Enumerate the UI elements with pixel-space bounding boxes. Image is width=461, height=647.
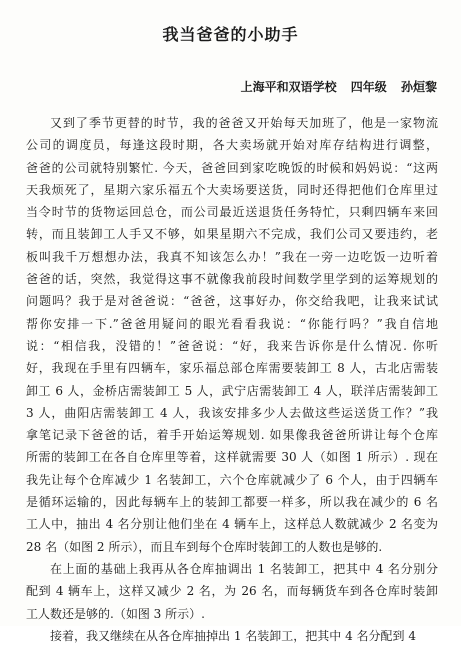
text-line: 配到 4 辆车上，这样又减少 2 名，为 26 名，而每辆货车到各仓库时装卸 <box>26 584 438 599</box>
text-line: 又到了季节更替的时节，我的爸爸又开始每天加班了，他是一家物流 <box>50 116 438 130</box>
text-line: 工人数还是够的.（如图 3 所示）. <box>26 606 205 621</box>
text-line: 说：“相信我，没错的！”爸爸说：“好，我来告诉你是什么情况. 你听 <box>26 338 438 353</box>
grade-label: 四年级 <box>350 80 387 94</box>
text-line: 接着，我又继续在从各仓库抽掉出 1 名装卸工，把其中 4 名分配到 4 <box>50 628 416 643</box>
text-line: 卸工 6 人，金桥店需装卸工 5 人，武宁店需装卸工 4 人，联洋店需装卸工 <box>26 383 438 398</box>
author-name: 孙烜黎 <box>400 80 437 94</box>
article-body <box>26 112 438 647</box>
text-line: 转，而且装卸工人手又不够，如果星期六不完成，我们公司又要违约，老 <box>26 227 438 242</box>
document-title: 我当爸爸的小助手 <box>162 25 299 44</box>
text-line: 爸爸的公司就特别繁忙. 今天，爸爸回到家吃晚饭的时候和妈妈说：“这两 <box>26 160 438 175</box>
text-line: 问题吗？我于是对爸爸说：“爸爸，这事好办，你交给我吧，让我来试试 <box>26 294 438 309</box>
text-line: 3 人，曲阳店需装卸工 4 人，我该安排多少人去做这些运送货工作？”我 <box>26 405 438 420</box>
text-line: 当令时节的货物运回总仓，而公司最近送退货任务特忙，只剩四辆车来回 <box>26 205 438 220</box>
text-line: 天我烦死了，星期六家乐福五个大卖场要送货，同时还得把他们仓库里过 <box>26 182 438 197</box>
text-line: 我先让每个仓库减少 1 名装卸工，六个仓库就减少了 6 个人，由于四辆车 <box>26 472 438 487</box>
text-line: 爸爸的话，突然，我觉得这事不就像我前段时间数学里学到的运筹规划的 <box>26 272 438 287</box>
text-line: 是循环运输的，因此每辆车上的装卸工都要一样多，所以我在减少的 6 名 <box>26 495 438 510</box>
text-line: 工人中，抽出 4 名分别让他们坐在 4 辆车上，这样总人数就减少 2 名变为 <box>26 517 438 532</box>
text-line: 板叫我千万想想办法，我真不知该怎么办！”我在一旁一边吃饭一边听着 <box>26 249 438 264</box>
text-line: 拿笔记录下爸爸的话，着手开始运筹规划. 如果像我爸爸所讲让每个仓库 <box>26 428 438 443</box>
text-line: 所需的装卸工在各自仓库里等着，这样就需要 30 人（如图 1 所示）. 现在 <box>26 450 438 465</box>
text-line: 在上面的基础上我再从各仓库抽调出 1 名装卸工，把其中 4 名分别分 <box>50 561 438 576</box>
text-line: 28 名（如图 2 所示），而且车到每个仓库时装卸工的人数也是够的. <box>26 539 383 554</box>
school-name: 上海平和双语学校 <box>240 80 337 94</box>
author-byline <box>231 78 437 95</box>
text-line: 好，我现在手里有四辆车，家乐福总部仓库需要装卸工 8 人，古北店需装 <box>26 361 438 376</box>
text-line: 帮你安排一下.”爸爸用疑问的眼光看看我说：“你能行吗？”我自信地 <box>26 316 438 331</box>
text-line: 公司的调度员，每逢这段时期，各大卖场就开始对库存结构进行调整， <box>26 138 438 153</box>
